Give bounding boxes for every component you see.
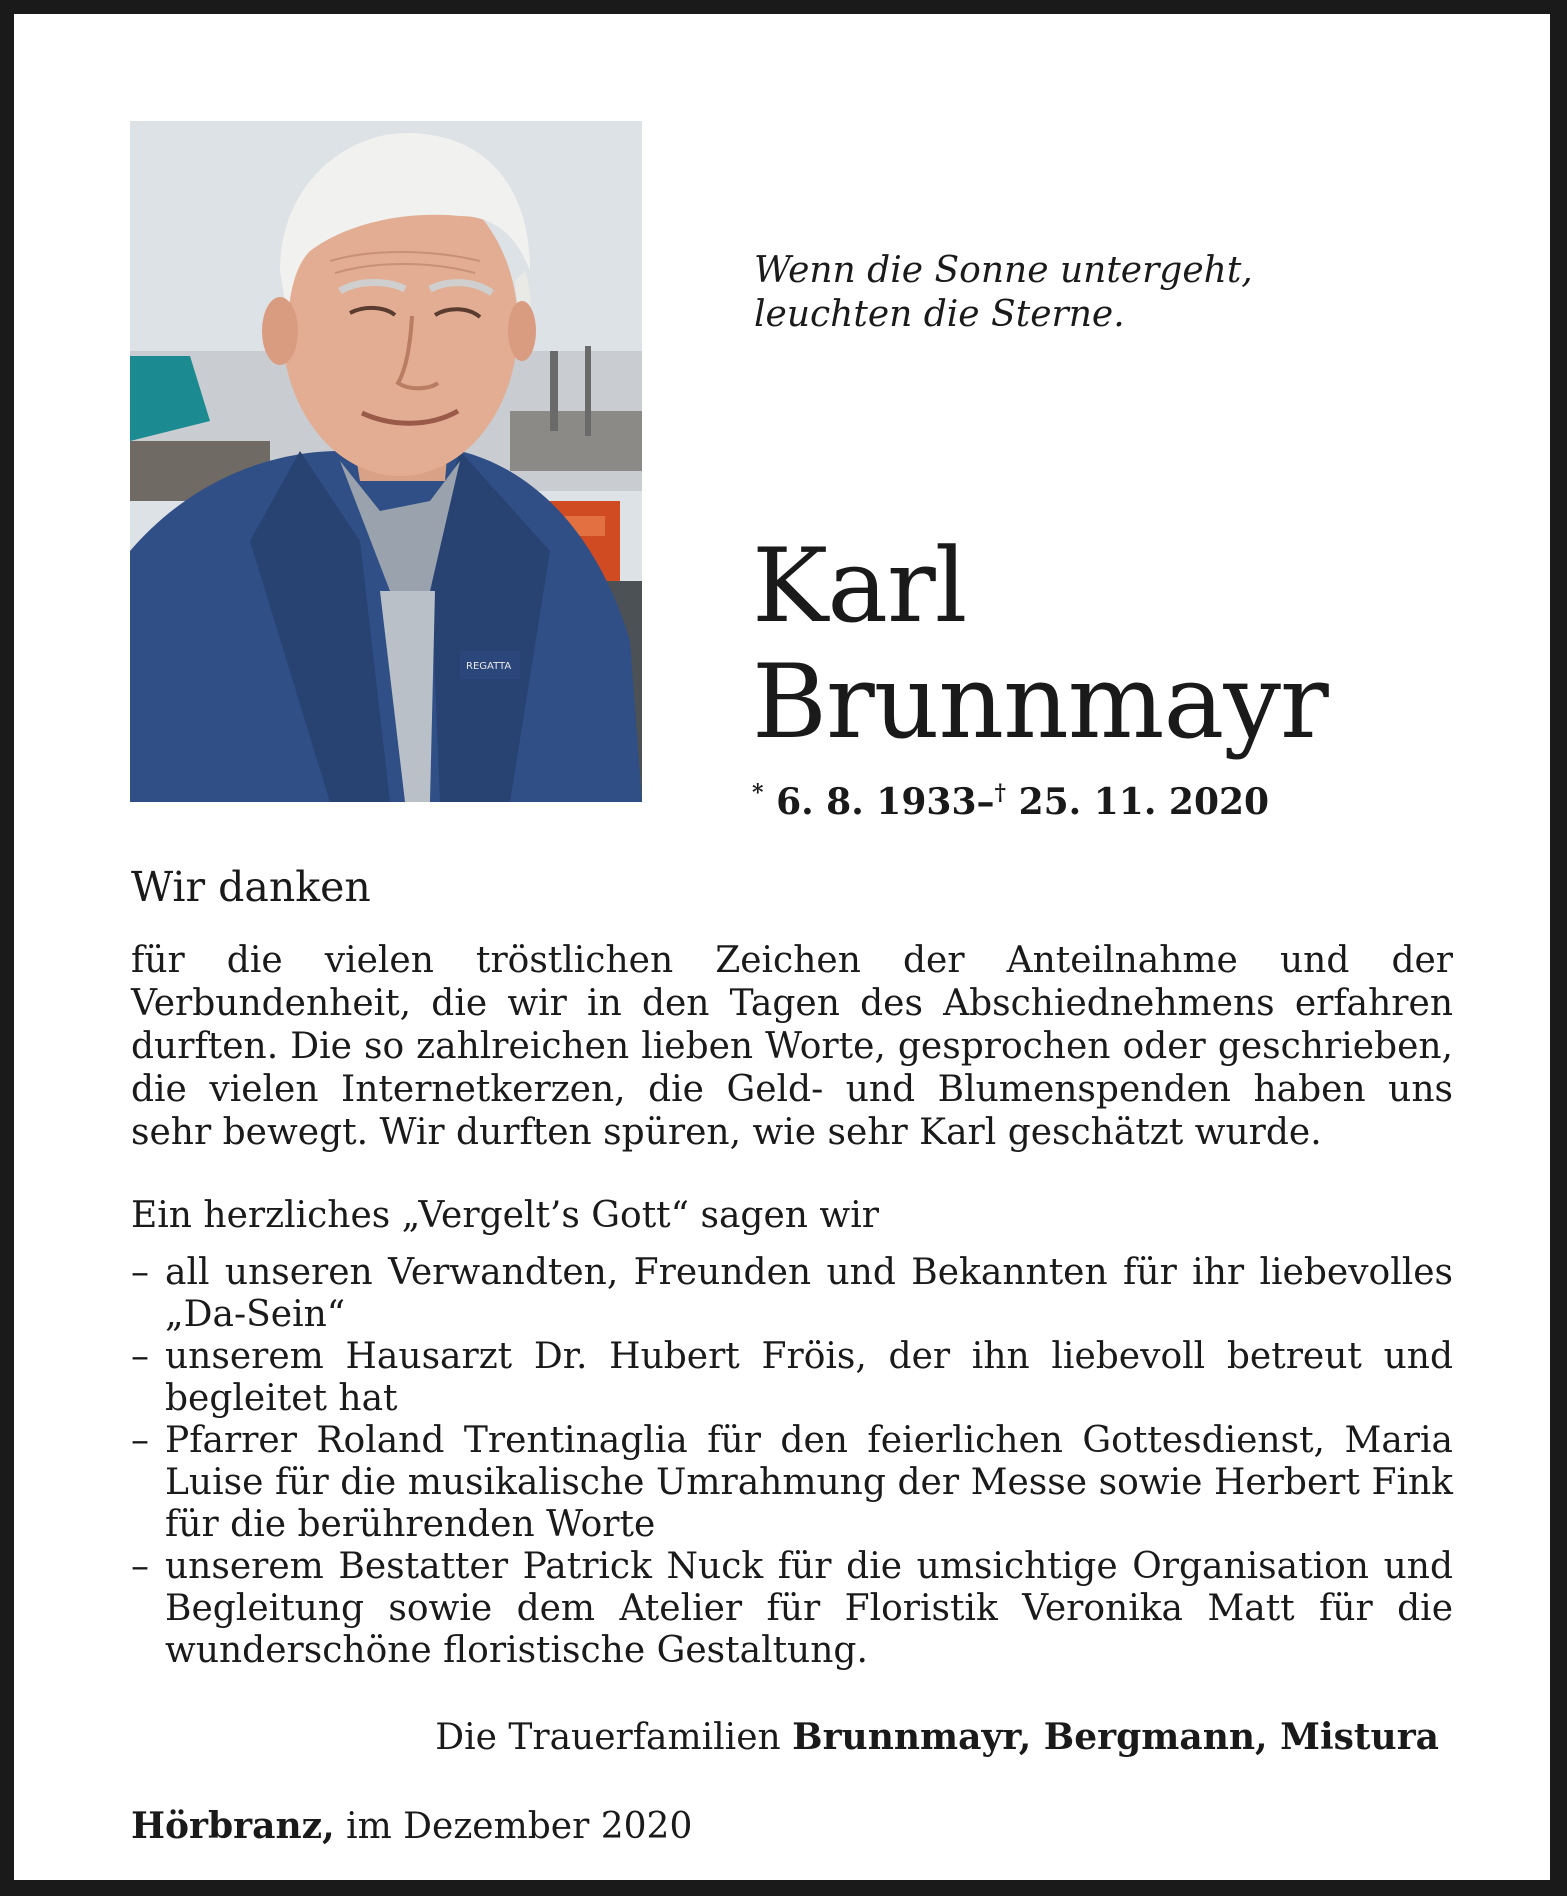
- list-dash: –: [131, 1252, 149, 1293]
- last-name: Brunnmayr: [752, 643, 1328, 762]
- date-separator: –: [976, 781, 995, 823]
- motto-line-2: leuchten die Sterne.: [754, 294, 1125, 335]
- date-line: im Dezember 2020: [346, 1806, 693, 1847]
- list-item-text: unserem Hausarzt Dr. Hubert Fröis, der ihn liebevoll betreut und begleitet hat: [165, 1336, 1453, 1419]
- signature-prefix: Die Trauerfamilien: [435, 1717, 781, 1758]
- death-symbol: †: [994, 780, 1007, 806]
- signature: [435, 1715, 1439, 1760]
- town: Hörbranz,: [131, 1805, 335, 1847]
- svg-text:REGATTA: REGATTA: [466, 661, 512, 672]
- family-names: Brunnmayr, Bergmann, Mistura: [792, 1716, 1439, 1758]
- portrait-photo: [130, 121, 642, 802]
- thanks-paragraph: für die vielen tröstlichen Zeichen der Anteilnahme und der Verbundenheit, die wir in den Tagen des Abschiednehmens erfahren durften. Die so zahlreichen lieben Worte, gesprochen oder geschrieben, die vielen Internetkerzen, die Geld- und Blumenspenden haben uns sehr bewegt. Wir durften spüren, wie sehr Karl geschätzt wurde.: [131, 940, 1453, 1153]
- list-dash: –: [131, 1420, 149, 1461]
- list-dash: –: [131, 1546, 149, 1587]
- list-item-text: all unseren Verwandten, Freunden und Bekannten für ihr liebevolles „Da-Sein“: [165, 1252, 1453, 1335]
- thanks-list: [131, 1252, 1453, 1672]
- place-and-date: [131, 1804, 692, 1849]
- motto: [754, 249, 1253, 337]
- list-dash: –: [131, 1336, 149, 1377]
- list-item: [131, 1252, 1453, 1336]
- list-item: [131, 1546, 1453, 1672]
- list-item: [131, 1336, 1453, 1420]
- list-item-text: unserem Bestatter Patrick Nuck für die umsichtige Organisation und Begleitung sowie dem Atelier für Floristik Veronika Matt für die wunderschöne floristische Gestaltung.: [165, 1546, 1453, 1671]
- birth-symbol: *: [752, 780, 764, 806]
- life-dates: [752, 771, 1269, 824]
- motto-line-1: Wenn die Sonne untergeht,: [754, 250, 1253, 291]
- death-date: 25. 11. 2020: [1018, 781, 1270, 823]
- portrait-illustration: [130, 121, 642, 802]
- birth-date: 6. 8. 1933: [776, 781, 977, 823]
- obituary-card: [14, 14, 1550, 1880]
- thanks-intro: Ein herzliches „Vergelt’s Gott“ sagen wir: [131, 1195, 879, 1236]
- thanks-heading: Wir danken: [131, 863, 371, 911]
- first-name: Karl: [752, 527, 967, 646]
- list-item-text: Pfarrer Roland Trentinaglia für den feierlichen Gottesdienst, Maria Luise für die musikalische Umrahmung der Messe sowie Herbert Fink für die berührenden Worte: [165, 1420, 1453, 1545]
- deceased-name: [752, 529, 1328, 761]
- list-item: [131, 1420, 1453, 1546]
